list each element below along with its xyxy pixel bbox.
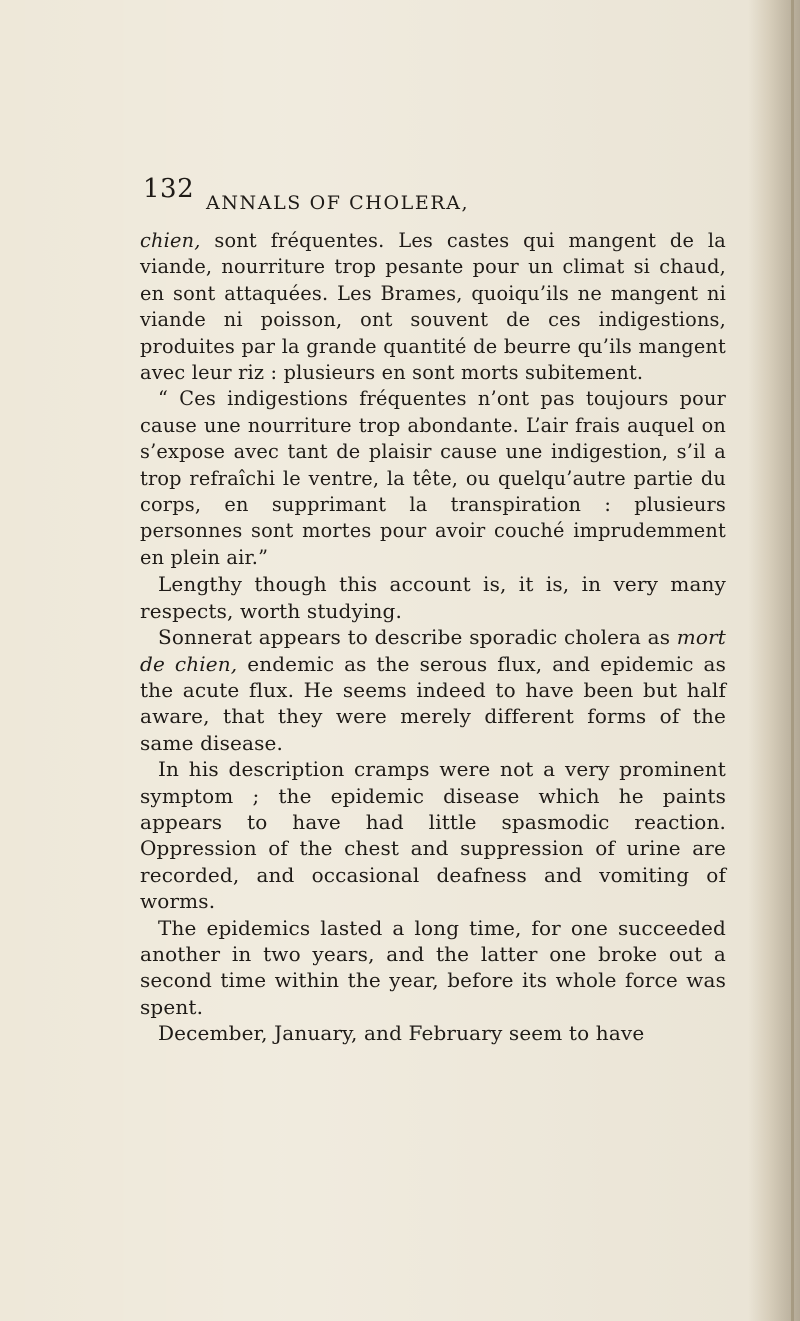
paragraph-3-text: Lengthy though this account is, it is, in very many respects, worth studying.: [140, 572, 726, 623]
running-head: ANNALS OF CHOLERA,: [206, 192, 470, 214]
paragraph-3: [140, 571, 726, 624]
paragraph-1: [140, 228, 726, 386]
paragraph-4: [140, 624, 726, 756]
paragraph-7: [140, 1020, 726, 1046]
paragraph-4-text-after: endemic as the serous flux, and epidemic as the acute flux. He seems indeed to have been but half aware, that they were merely different forms of the same disease.: [140, 651, 726, 755]
paragraph-1-italic-lead: chien,: [140, 229, 201, 252]
paragraph-2-text: “ Ces indigestions fréquentes n’ont pas toujours pour cause une nourriture trop abondante. L’air frais auquel on s’expose avec tant de plaisir cause une indigestion, s’il a trop refraîchi le ventre, la tête, ou quelqu’autre partie du corps, en supprimant la transpiration : plusieurs personnes sont mortes pour avoir couché imprudemment en plein air.”: [140, 387, 726, 569]
paragraph-4-italic: mort de chien,: [140, 625, 726, 676]
paragraph-7-text: December, January, and February seem to have: [158, 1021, 645, 1046]
page-text: [140, 228, 726, 1047]
paragraph-5-text: In his description cramps were not a very prominent symptom ; the epidemic disease which he paints appears to have had little spasmodic reaction. Oppression of the chest and suppression of urine are recorded, and occasional deafness and vomiting of worms.: [140, 757, 726, 914]
paragraph-4-text-before: Sonnerat appears to describe sporadic cholera as: [158, 625, 677, 650]
paragraph-1-text: sont fréquentes. Les castes qui mangent de la viande, nourriture trop pesante pour un climat si chaud, en sont attaquées. Les Brames, quoiqu’ils ne mangent ni viande ni poisson, ont souvent de ces indigestions, produites par la grande quantité de beurre qu’ils mangent avec leur riz : plusieurs en sont morts subitement.: [140, 229, 726, 385]
paragraph-6: [140, 915, 726, 1021]
paragraph-6-text: The epidemics lasted a long time, for one succeeded another in two years, and the latter one broke out a second time within the year, before its whole force was spent.: [140, 915, 726, 1019]
paragraph-5: [140, 756, 726, 914]
page-edge-line: [791, 0, 794, 1321]
page-number: 132: [143, 174, 195, 204]
paragraph-2: [140, 386, 726, 571]
